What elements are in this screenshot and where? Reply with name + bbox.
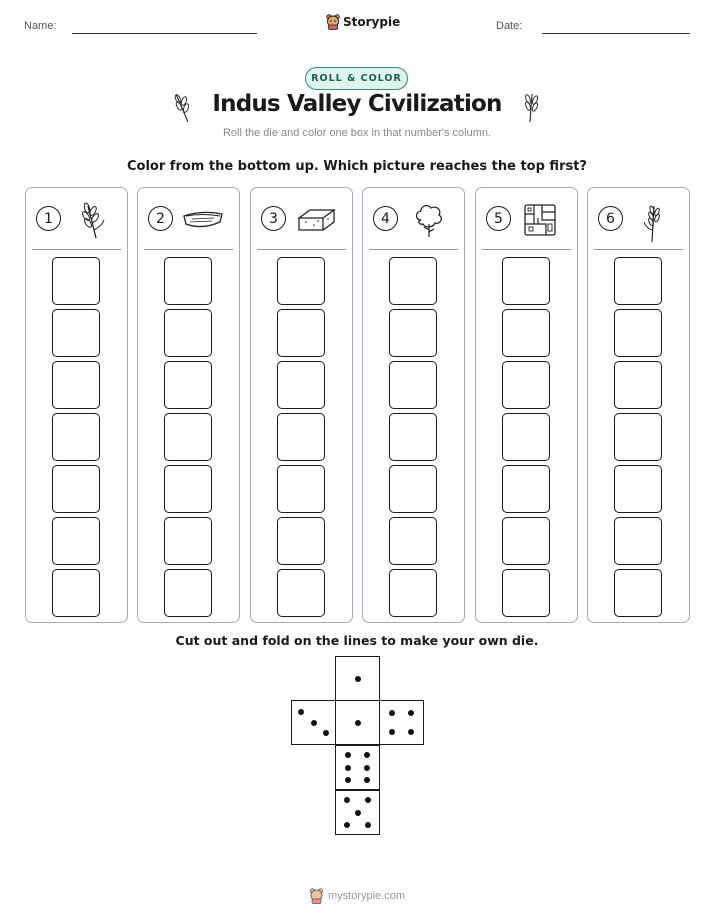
- color-box[interactable]: [52, 361, 100, 409]
- column-divider: [594, 249, 683, 250]
- color-box[interactable]: [389, 361, 437, 409]
- color-box[interactable]: [389, 413, 437, 461]
- pip: [364, 752, 370, 758]
- color-box[interactable]: [502, 257, 550, 305]
- brand-name: Storypie: [343, 15, 401, 29]
- column-4: [362, 187, 465, 623]
- color-box[interactable]: [614, 257, 662, 305]
- column-divider: [369, 249, 458, 250]
- die-instruction: Cut out and fold on the lines to make your own die.: [175, 633, 539, 648]
- die-face-right[interactable]: [379, 700, 424, 745]
- color-box[interactable]: [277, 413, 325, 461]
- color-box[interactable]: [164, 569, 212, 617]
- date-label: Date:: [496, 20, 523, 32]
- name-line[interactable]: [72, 33, 257, 34]
- pip: [355, 720, 361, 726]
- color-box[interactable]: [277, 257, 325, 305]
- footer: [309, 888, 405, 904]
- column-number: 4: [373, 206, 398, 231]
- color-box[interactable]: [164, 517, 212, 565]
- storypie-logo: [326, 14, 400, 30]
- date-line[interactable]: [542, 33, 690, 34]
- pip: [364, 777, 370, 783]
- pip: [389, 710, 395, 716]
- page-subtitle: Roll the die and color one box in that number's column.: [222, 127, 492, 139]
- activity-badge: ROLL & COLOR: [305, 67, 408, 90]
- column-divider: [144, 249, 233, 250]
- column-number: 6: [598, 206, 623, 231]
- die-face-top[interactable]: [335, 656, 380, 701]
- bear-mascot-icon: [326, 14, 340, 30]
- color-box[interactable]: [614, 413, 662, 461]
- color-box[interactable]: [502, 569, 550, 617]
- color-box[interactable]: [164, 465, 212, 513]
- column-number: 5: [486, 206, 511, 231]
- column-number: 1: [36, 206, 61, 231]
- pip: [298, 709, 304, 715]
- color-box[interactable]: [277, 465, 325, 513]
- pip: [345, 765, 351, 771]
- column-2: [137, 187, 240, 623]
- color-box[interactable]: [164, 413, 212, 461]
- color-box[interactable]: [502, 361, 550, 409]
- color-box[interactable]: [52, 257, 100, 305]
- pip: [355, 676, 361, 682]
- cotton-icon: [409, 200, 449, 240]
- color-box[interactable]: [52, 309, 100, 357]
- color-box[interactable]: [389, 517, 437, 565]
- color-box[interactable]: [389, 569, 437, 617]
- color-box[interactable]: [614, 361, 662, 409]
- pip: [344, 822, 350, 828]
- column-number: 2: [148, 206, 173, 231]
- pip: [389, 729, 395, 735]
- color-box[interactable]: [502, 517, 550, 565]
- column-1: [25, 187, 128, 623]
- pip: [408, 729, 414, 735]
- column-divider: [482, 249, 571, 250]
- color-box[interactable]: [52, 569, 100, 617]
- pip: [311, 720, 317, 726]
- brick-icon: [296, 200, 338, 240]
- pip: [364, 765, 370, 771]
- color-box[interactable]: [614, 465, 662, 513]
- column-5: [475, 187, 578, 623]
- color-box[interactable]: [502, 465, 550, 513]
- color-box[interactable]: [614, 309, 662, 357]
- pip: [355, 810, 361, 816]
- color-box[interactable]: [164, 309, 212, 357]
- game-instruction: Color from the bottom up. Which picture reaches the top first?: [127, 159, 587, 174]
- color-box[interactable]: [52, 413, 100, 461]
- color-box[interactable]: [389, 465, 437, 513]
- die-face-back[interactable]: [335, 790, 380, 835]
- die-face-left[interactable]: [291, 700, 336, 745]
- name-label: Name:: [24, 20, 57, 32]
- pip: [323, 730, 329, 736]
- color-box[interactable]: [389, 309, 437, 357]
- footer-url[interactable]: mystorypie.com: [328, 890, 406, 902]
- die-face-bottom[interactable]: [335, 745, 380, 790]
- column-divider: [257, 249, 346, 250]
- boat-icon: [182, 200, 224, 240]
- color-box[interactable]: [614, 569, 662, 617]
- column-divider: [32, 249, 121, 250]
- column-6: [587, 187, 690, 623]
- color-box[interactable]: [502, 309, 550, 357]
- wheat-decoration-icon: [520, 92, 542, 124]
- pip: [345, 777, 351, 783]
- pip: [365, 822, 371, 828]
- column-3: [250, 187, 353, 623]
- color-box[interactable]: [277, 517, 325, 565]
- color-box[interactable]: [502, 413, 550, 461]
- pip: [408, 710, 414, 716]
- bear-mascot-icon: [309, 888, 324, 904]
- color-box[interactable]: [164, 257, 212, 305]
- pip: [345, 752, 351, 758]
- barley-icon: [636, 200, 672, 244]
- color-box[interactable]: [277, 569, 325, 617]
- pip: [344, 797, 350, 803]
- page-title: Indus Valley Civilization: [212, 91, 502, 117]
- die-face-center[interactable]: [335, 700, 380, 745]
- pip: [365, 797, 371, 803]
- color-box[interactable]: [164, 361, 212, 409]
- color-box[interactable]: [614, 517, 662, 565]
- color-box[interactable]: [277, 361, 325, 409]
- color-box[interactable]: [52, 517, 100, 565]
- city-ruins-icon: [522, 200, 558, 240]
- wheat-icon: [74, 200, 110, 240]
- color-box[interactable]: [52, 465, 100, 513]
- column-number: 3: [261, 206, 286, 231]
- color-box[interactable]: [277, 309, 325, 357]
- color-box[interactable]: [389, 257, 437, 305]
